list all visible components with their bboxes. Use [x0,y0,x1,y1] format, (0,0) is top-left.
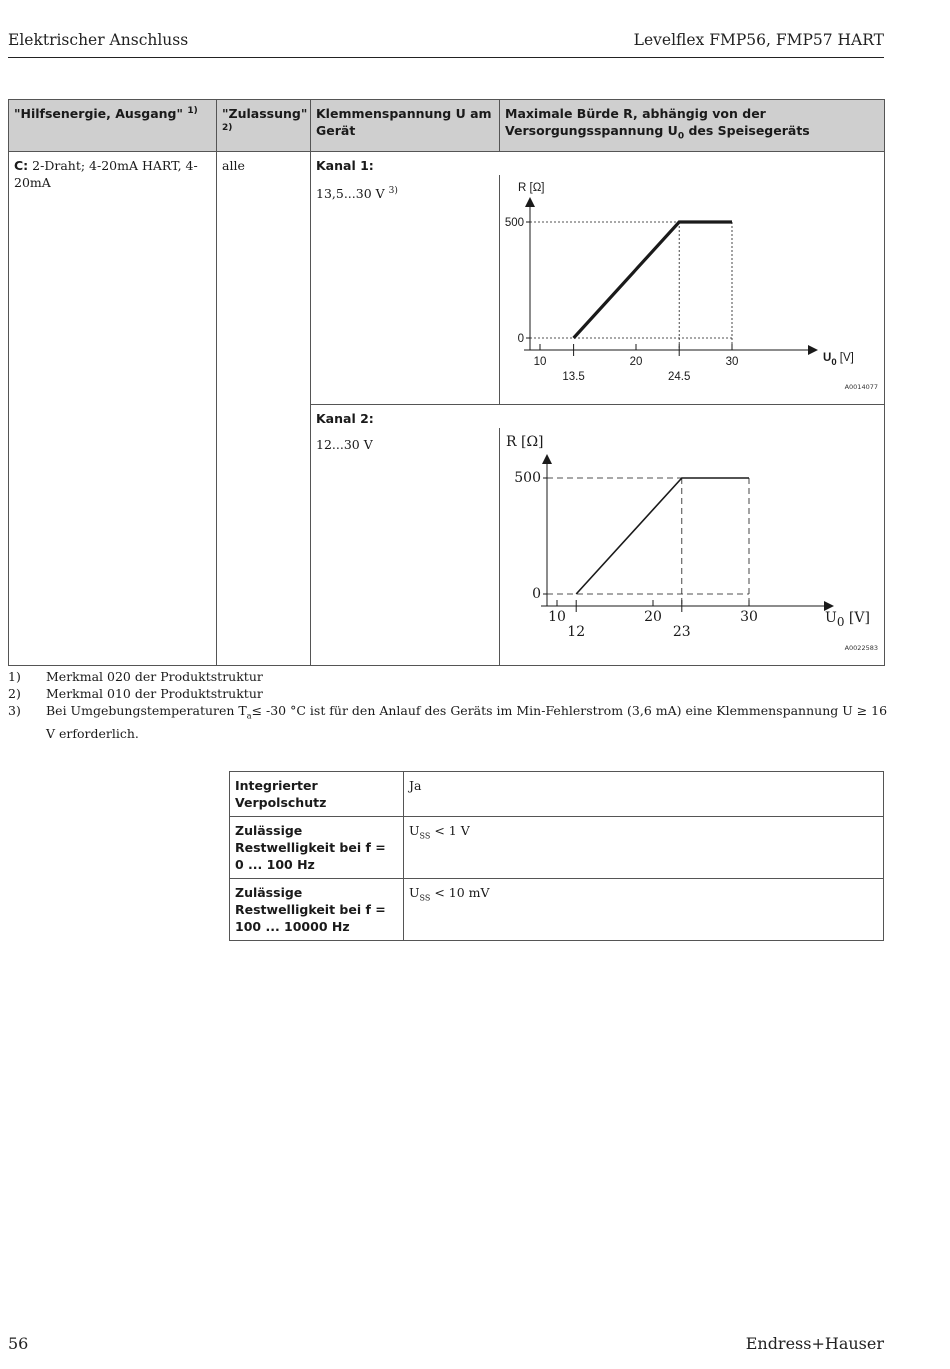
x-tick-label: 20 [629,355,643,368]
channel1-label-cell: Kanal 1: [311,151,885,175]
channel2-label-cell: Kanal 2: [311,404,885,428]
page-number: 56 [8,1334,29,1353]
x-marker-label: 24.5 [668,370,691,383]
y-tick-label: 500 [504,216,524,229]
row-value: Ja [404,772,884,817]
y-axis-label: R [Ω] [518,181,545,194]
table-row [9,151,885,175]
figure-code: A0022583 [844,643,878,652]
x-tick-label: 30 [740,608,758,625]
table-row [230,817,884,879]
row-label: Zulässige Restwelligkeit bei f = 100 ... 10000 Hz [230,879,404,941]
table-row [230,879,884,941]
footnote-ref: 1) [187,106,198,116]
footnote-ref: 3) [388,185,398,196]
running-header-product: Levelflex FMP56, FMP57 HART [633,31,884,49]
y-axis-label: R [Ω] [506,433,544,450]
x-tick-label: 20 [644,608,662,625]
x-axis-label: $U_0$ [V] [823,351,854,368]
footnote-item: 2) Merkmal 010 der Produktstruktur [8,686,263,701]
col-header-max-load: Maximale Bürde R, abhängig von der Versorgungsspannung $U_0$ des Speisegeräts [500,100,885,152]
channel1-chart-cell [500,175,885,405]
power-supply-table [8,99,885,666]
power-output-cell: C: 2-Draht; 4-20mA HART, 4-20mA [9,151,217,665]
col-header-power: "Hilfsenergie, Ausgang" $^{1)}$ [9,100,217,152]
y-tick-label: 0 [517,332,524,345]
load-chart-channel2 [500,428,884,658]
series-line [574,222,732,338]
table-row [230,772,884,817]
x-tick-label: 10 [533,355,547,368]
brand-name: Endress+Hauser [745,1334,884,1353]
x-axis-arrow [808,345,818,355]
row-label: Zulässige Restwelligkeit bei f = 0 ... 100 Hz [230,817,404,879]
x-marker-label: 13.5 [562,370,585,383]
channel2-chart-cell [500,428,885,666]
x-axis-label: U0 [V] [825,609,870,629]
col-header-approval: "Zulassung" $^{2)}$ [217,100,311,152]
series-line [576,478,749,594]
row-label: Integrierter Verpolschutz [230,772,404,817]
footnote-ref: 2) [222,123,233,133]
x-tick-label: 10 [548,608,566,625]
channel2-voltage-cell: 12...30 V [311,428,500,666]
approval-cell: alle [217,151,311,665]
col-header-terminal-voltage: Klemmenspannung U am Gerät [311,100,500,152]
y-tick-label: 0 [532,585,541,602]
footnote-item: 3) Bei Umgebungstemperaturen $T_a\le -30$ °C ist für den Anlauf des Geräts im Min-Fehlerstrom (3,6 mA) eine Klemmenspannung U ≥ 16 V erforderlich. [8,703,888,741]
protection-ripple-table [229,771,884,941]
y-axis-arrow [525,197,535,207]
row-value: $U_{SS} < 10$ mV [404,879,884,941]
x-marker-label: 12 [567,623,586,640]
load-chart-channel1 [500,175,884,397]
footnotes [8,668,888,742]
x-tick-label: 30 [725,355,739,368]
table-header-row [9,100,885,152]
x-marker-label: 23 [672,623,691,640]
y-axis-arrow [542,454,552,464]
row-value: $U_{SS} < 1$ V [404,817,884,879]
header-rule [8,57,884,58]
figure-code: A0014077 [844,382,878,391]
channel1-voltage-cell: 13,5...30 V $^{3)}$ [311,175,500,405]
running-header-section: Elektrischer Anschluss [8,31,189,49]
footnote-item: 1) Merkmal 020 der Produktstruktur [8,669,263,684]
y-tick-label: 500 [514,469,541,486]
